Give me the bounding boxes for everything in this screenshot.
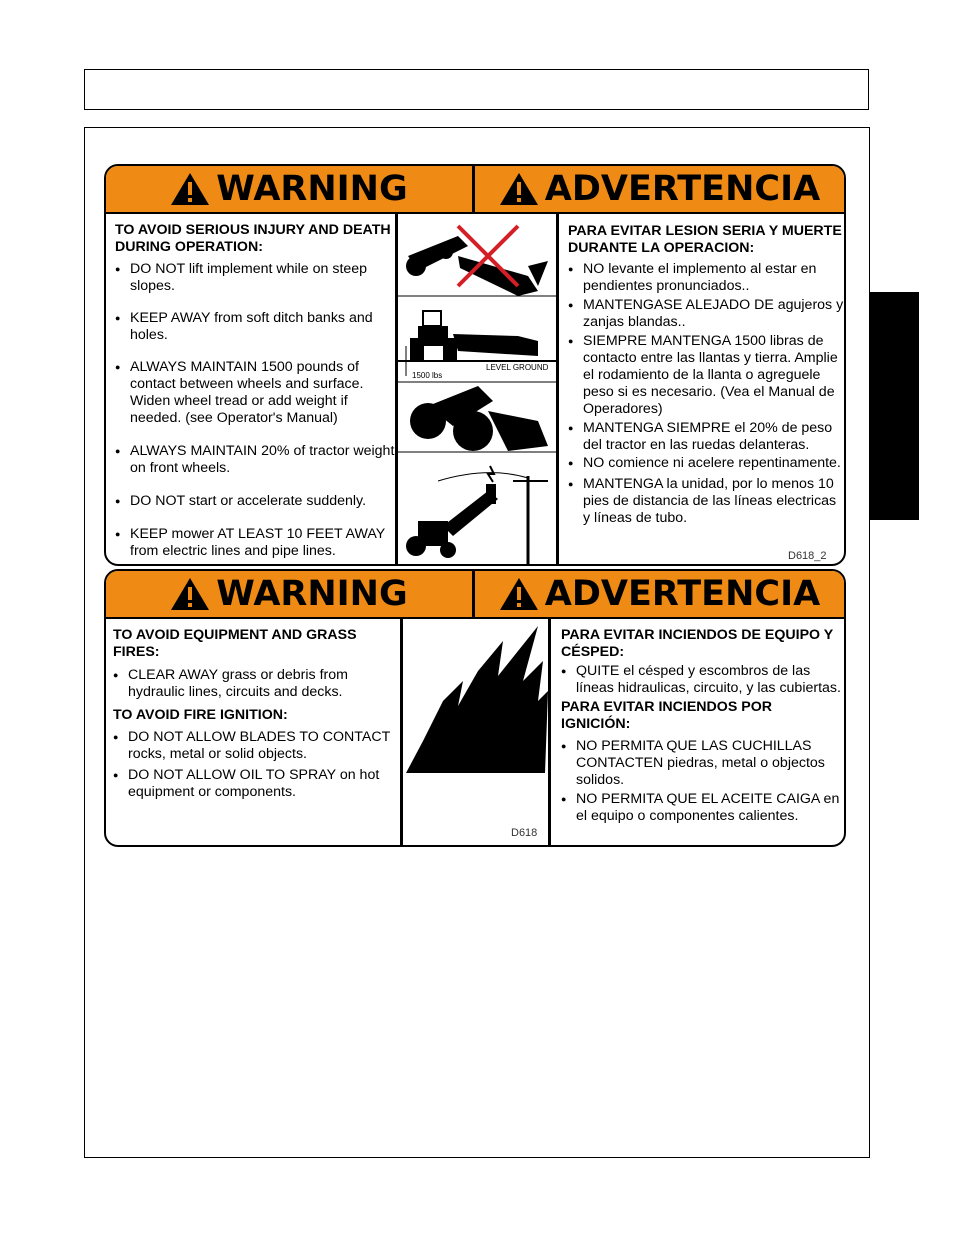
decal-code: D618_2 xyxy=(788,550,827,562)
english-heading: TO AVOID SERIOUS INJURY AND DEATH DURING OPERATION: xyxy=(115,222,391,255)
english-column xyxy=(113,627,395,801)
english-column xyxy=(115,222,395,560)
decal-code: D618 xyxy=(511,827,538,839)
list-item: ● ALWAYS MAINTAIN 20% of tractor weight on front wheels. xyxy=(115,443,395,477)
list-item: ● MANTENGA la unidad, por lo menos 10 pies de distancia de las líneas electricas y líneas de tubo. xyxy=(568,476,844,527)
list-item: ● ALWAYS MAINTAIN 1500 pounds of contact between wheels and surface. Widen wheel tread or add weight if needed. (see Operator's Manual) xyxy=(115,359,395,427)
list-item: ● SIEMPRE MANTENGA 1500 libras de contacto entre las llantas y tierra. Amplie el rodamiento de la llanta o agreguele peso si es necesario. (Vea el Manual de Operadores) xyxy=(568,333,844,418)
warning-decal-fire xyxy=(104,569,846,847)
power-line-hazard-icon xyxy=(406,466,548,566)
spanish-column xyxy=(568,223,844,527)
section-tab xyxy=(869,292,919,520)
list-item: ● KEEP mower AT LEAST 10 FEET AWAY from electric lines and pipe lines. xyxy=(115,526,395,560)
list-item: ● DO NOT ALLOW OIL TO SPRAY on hot equipment or components. xyxy=(113,767,395,801)
warning-triangle-icon xyxy=(499,577,539,611)
warning-triangle-icon xyxy=(499,172,539,206)
banner-advertencia-label: ADVERTENCIA xyxy=(544,573,821,614)
list-item: ● NO PERMITA QUE LAS CUCHILLAS CONTACTEN piedras, metal o objectos solidos. xyxy=(561,738,843,789)
banner-warning-label: WARNING xyxy=(216,168,408,209)
hazard-illustrations xyxy=(398,216,556,566)
warning-banner xyxy=(106,166,844,214)
spanish-column xyxy=(561,627,843,825)
warning-triangle-icon xyxy=(170,577,210,611)
column-divider xyxy=(556,214,559,566)
spanish-heading: PARA EVITAR INCIENDOS DE EQUIPO Y CÉSPED: xyxy=(561,627,833,660)
banner-warning xyxy=(106,571,475,617)
banner-advertencia xyxy=(475,571,844,617)
english-heading: TO AVOID FIRE IGNITION: xyxy=(113,707,288,723)
list-item: ● DO NOT start or accelerate suddenly. xyxy=(115,493,395,510)
banner-warning xyxy=(106,166,475,212)
page-header-box xyxy=(84,69,869,110)
warning-banner xyxy=(106,571,844,619)
warning-decal-rollover xyxy=(104,164,846,566)
weight-label: 1500 lbs xyxy=(412,371,443,380)
list-item: ● MANTENGA SIEMPRE el 20% de peso del tractor en las ruedas delanteras. xyxy=(568,420,844,454)
flame-icon xyxy=(403,621,548,847)
column-divider xyxy=(548,619,551,847)
list-item: ● CLEAR AWAY grass or debris from hydraulic lines, circuits and decks. xyxy=(113,667,395,701)
ground-label: LEVEL GROUND xyxy=(486,363,549,372)
warning-triangle-icon xyxy=(170,172,210,206)
banner-warning-label: WARNING xyxy=(216,573,408,614)
banner-advertencia xyxy=(475,166,844,212)
list-item: ● NO comience ni acelere repentinamente. xyxy=(568,455,844,472)
list-item: ● QUITE el césped y escombros de las líneas hidraulicas, circuito, y las cubiertas. xyxy=(561,663,843,697)
spanish-heading: PARA EVITAR LESION SERIA Y MUERTE DURANTE LA OPERACION: xyxy=(568,223,842,256)
list-item: ● NO levante el implemento al estar en pendientes pronunciados.. xyxy=(568,261,844,295)
tractor-tipping-icon xyxy=(398,386,556,452)
banner-advertencia-label: ADVERTENCIA xyxy=(544,168,821,209)
list-item: ● MANTENGASE ALEJADO DE agujeros y zanjas blandas.. xyxy=(568,297,844,331)
english-heading: TO AVOID EQUIPMENT AND GRASS FIRES: xyxy=(113,627,357,660)
list-item: ● KEEP AWAY from soft ditch banks and holes. xyxy=(115,310,395,344)
list-item: ● DO NOT lift implement while on steep slopes. xyxy=(115,261,395,295)
list-item: ● DO NOT ALLOW BLADES TO CONTACT rocks, metal or solid objects. xyxy=(113,729,395,763)
list-item: ● NO PERMITA QUE EL ACEITE CAIGA en el equipo o componentes calientes. xyxy=(561,791,843,825)
spanish-heading: PARA EVITAR INCIENDOS POR IGNICIÓN: xyxy=(561,699,772,732)
